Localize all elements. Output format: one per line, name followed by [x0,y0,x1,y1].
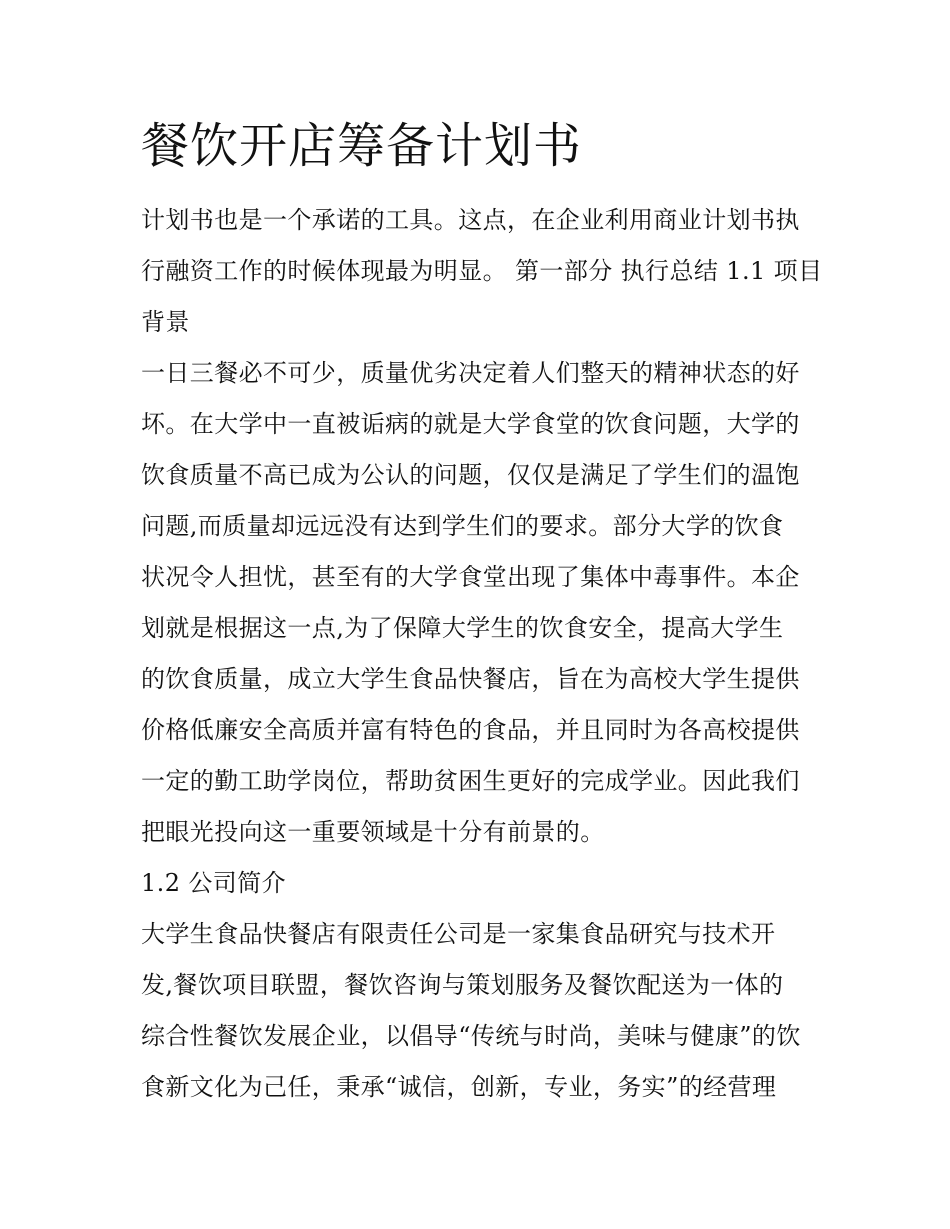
paragraph-line: 计划书也是一个承诺的工具。这点，在企业利用商业计划书执 [141,206,800,234]
paragraph-line: 的饮食质量，成立大学生食品快餐店，旨在为高校大学生提供 [141,665,800,693]
paragraph-line: 背景 [141,308,190,336]
paragraph-line: 把眼光投向这一重要领域是十分有前景的。 [141,818,605,846]
paragraph-line: 一定的勤工助学岗位，帮助贫困生更好的完成学业。因此我们 [141,767,800,795]
paragraph-line: 综合性餐饮发展企业，以倡导“传统与时尚，美味与健康”的饮 [141,1022,801,1050]
paragraph-line: 价格低廉安全高质并富有特色的食品，并且同时为各高校提供 [141,716,800,744]
paragraph-line: 坏。在大学中一直被诟病的就是大学食堂的饮食问题，大学的 [141,410,800,438]
document-title: 餐饮开店筹备计划书 [141,118,583,174]
paragraph-line: 一日三餐必不可少，质量优劣决定着人们整天的精神状态的好 [141,359,800,387]
paragraph-line: 划就是根据这一点,为了保障大学生的饮食安全，提高大学生 [141,614,784,642]
paragraph-line: 大学生食品快餐店有限责任公司是一家集食品研究与技术开 [141,920,776,948]
paragraph-line: 状况令人担忧，甚至有的大学食堂出现了集体中毒事件。本企 [141,563,800,591]
section-heading: 1.2 公司简介 [141,869,286,897]
paragraph-line: 行融资工作的时候体现最为明显。 第一部分 执行总结 1.1 项目 [141,257,823,285]
paragraph-line: 饮食质量不高已成为公认的问题，仅仅是满足了学生们的温饱 [141,461,800,489]
paragraph-line: 问题,而质量却远远没有达到学生们的要求。部分大学的饮食 [141,512,784,540]
paragraph-line: 发,餐饮项目联盟，餐饮咨询与策划服务及餐饮配送为一体的 [141,971,784,999]
paragraph-line: 食新文化为己任，秉承“诚信，创新，专业，务实”的经营理 [141,1073,777,1101]
